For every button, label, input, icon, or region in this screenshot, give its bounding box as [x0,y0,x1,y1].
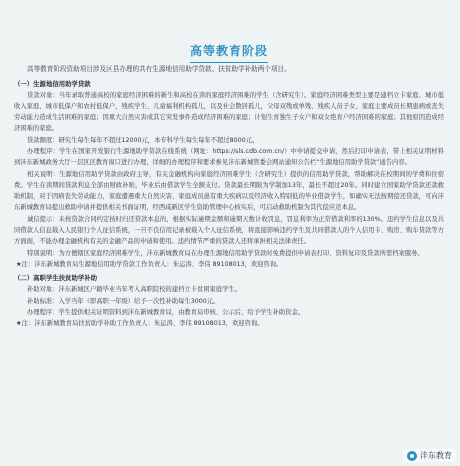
section-heading-subsidy: （二）高职学生扶贫助学补助 [14,274,98,283]
loan-contact-note: ★注：沣东新城教育局生源地信用助学贷款工作负责人：朱运涛、李伟 89108013，欢迎咨询。 [16,260,283,268]
watermark-badge [403,449,456,462]
watermark-text: 沣东教育 [420,451,452,460]
subsidy-standard: 补助标准：入学当年（即高职一年级）给予一次性补助每生3000元。 [27,297,220,305]
paragraph-loan-credit: 诚信提示：未按贷款合同约定按时归还贷款本息的，根据实际逾期金额和逾期天数计收罚息，罚息利率为正常借款利率的130%。违约学生信息以及共同借款人信息载入人民银行个人征信系统，一旦不良信用记录被载入个人征信系统，将直接影响违约学生及共同借款人的个人信用卡、购房、购车贷款等方方面面，不能办理金融机构有关的金融产品的申请和使用。违约情节严重的贷款人还将承担相关法律责任。 [14,215,444,246]
section-heading-loan: （一）生源地信用助学贷款 [14,79,91,88]
paragraph-loan-procedure: 办理程序：学生在国家开发银行生源地助学贷款在线系统（网址：https://sls.cdb.com.cn/）中申请提交申请，然后打印申请表，带上相关证明材料到沣东新城政务大厅一层区区教育窗口进行办理，详细的办理程序和要求参见沣东新城管委会网站通知公告栏“生源地信用助学贷款”通告内容。 [14,147,444,167]
page-title: 高等教育阶段 [190,42,268,63]
subsidy-procedure: 办理程序：学生提供相关证明资料到沣东新城教育局，由教育局审核、公示后，给予学生补助资金。 [27,308,305,316]
paragraph-loan-target: 贷款对象：当年录取普通高校的家庭经济困难的新生和高校在读的家庭经济困难的学生（含研究生）。家庭经济困难类型主要是建档立卡家庭、城市低收入家庭、城市低保户和农村低保户，残疾学生、儿童福利机构孤儿，以及社会散居孤儿，父母双残或单残、残疾人员子女、家庭主要成员长期患病或丧失劳动能力造成生活困难的家庭；因重大自然灾害或其它突发事件造成经济困难的家庭；计划生育独生子女户和双女绝育户经济困难的家庭；其他原因造成经济困难的家庭。 [14,91,444,133]
title-area [14,0,444,56]
subsidy-target: 补助对象：沣东新城区户籍毕业当年考入高职院校的建档立卡贫困家庭学生。 [27,286,242,294]
wechat-logo-icon [407,451,417,461]
intro-paragraph: 高等教育阶段资助项目涉及区县办理的共有生源地信用助学贷款、扶贫助学补助两个项目。 [27,65,291,73]
paragraph-loan-amount: 贷款额度：研究生每生每年不超过12000元，本专科学生每生每年不超过8000元。 [27,136,259,144]
paragraph-loan-notes: 相关说明：生源地信用助学贷款由政府主导，有关金融机构向家庭经济困难学生（含研究生）提供的信用助学贷款，帮助解决在校期间的学费和住宿费。学生在读期间贷款利息全部由财政补贴，毕业后由借款学生全额支付。贷款最长期限为学制加13年，最长不超过20年。同时建立国家助学贷款还款救助机制，对于因病丧失劳动能力，家庭遭遇重大自然灾害，家庭成员患有重大疾病以及经济收入特别低的毕业借款学生，如确实无法按期偿还贷款，可向沣东新城教育局提出救助申请并提供相关书面证明，经西咸新区学生资助管理中心核实后，可启动救助机制为其代偿应还本息。 [14,170,444,212]
subsidy-contact-note: ★注：沣东新城教育局扶贫助学补助工作负责人：朱运涛、李伟 89108013，欢迎咨询。 [16,320,264,328]
paragraph-loan-special: 特别说明：为方便辖区家庭经济困难学生，沣东新城教育局在办理生源地信用助学贷款时免费提供申请表打印、资料复印及贷款所需档案服务。 [27,249,424,257]
